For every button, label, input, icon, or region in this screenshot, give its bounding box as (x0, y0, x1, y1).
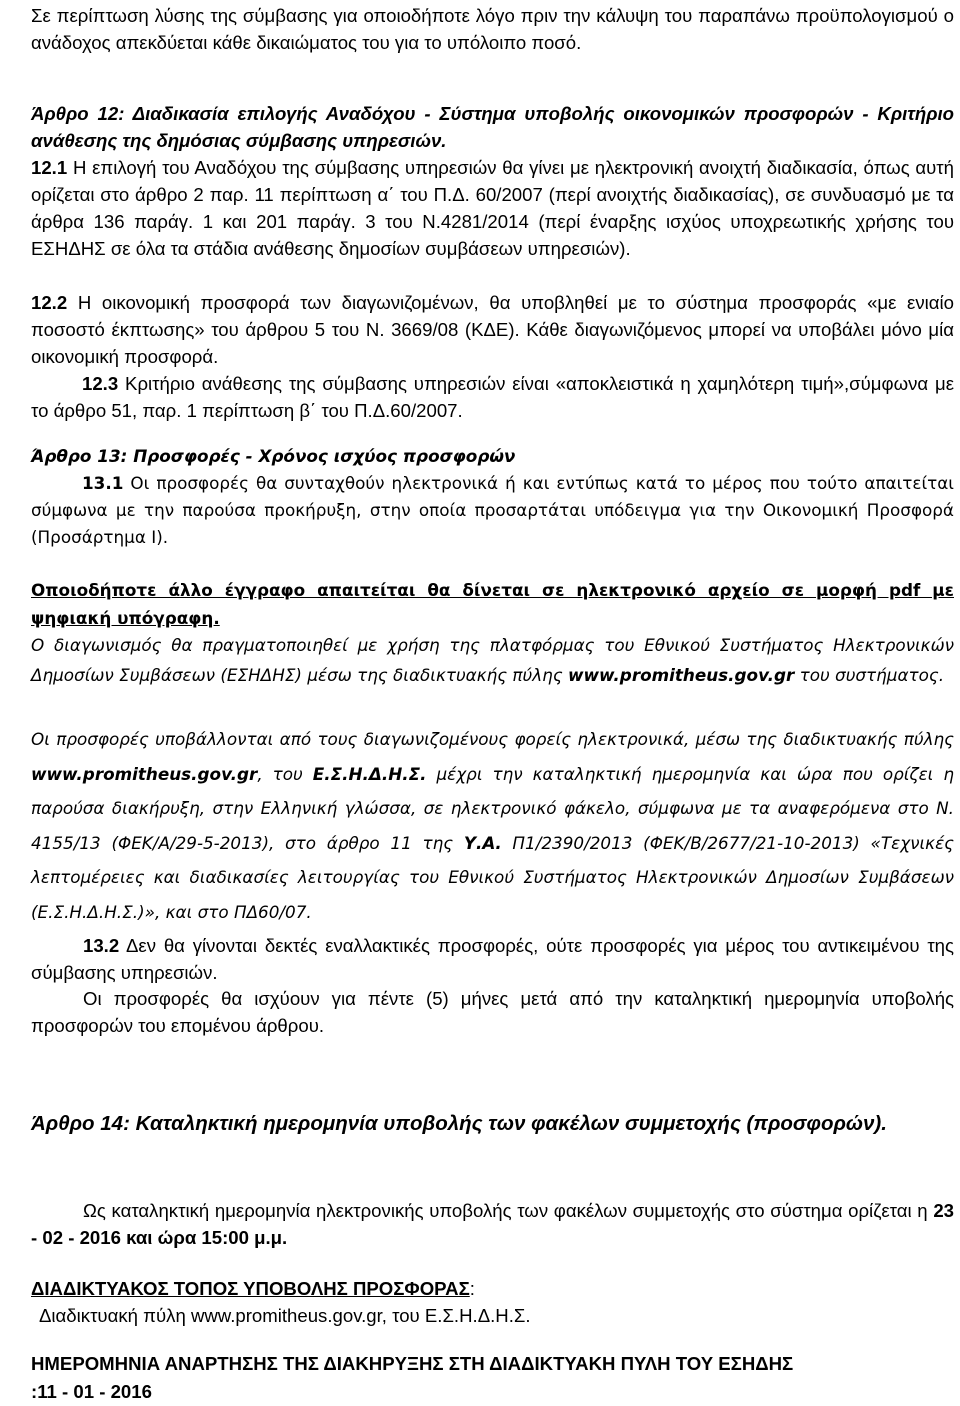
submission-url-link[interactable]: www.promitheus.gov.gr (31, 763, 258, 784)
portal-line (31, 1302, 954, 1329)
submission-site-heading (31, 1275, 954, 1302)
submission-paragraph (31, 722, 954, 929)
paragraph-12-2 (31, 289, 954, 370)
paragraph-text: Δεν θα γίνονται δεκτές εναλλακτικές προσφορές, ούτε προσφορές για μέρος του αντικειμένου της σύμβασης υπηρεσιών. (31, 935, 954, 983)
heading-colon: : (469, 1278, 475, 1299)
platform-text: Ο διαγωνισμός θα πραγματοποιηθεί με χρήση της πλατφόρμας του Εθνικού Συστήματος Ηλεκτρονικών Δημοσίων Συμβάσεων (ΕΣΗΔΗΣ) μέσω της διαδικτυακής πύλης (31, 635, 954, 685)
submission-text: μέχρι την καταληκτική ημερομηνία και ώρα που ορίζει η παρούσα διακήρυξη, στην Ελληνική γλώσσα, σε ηλεκτρονικό φάκελο, σύμφωνα με τα αναφερόμενα στο Ν. 4155/13 (ΦΕΚ/Α/29-5-2013), στο άρθρο 11 της (31, 763, 954, 853)
paragraph-text: Η επιλογή του Αναδόχου της σύμβασης υπηρεσιών θα γίνει με ηλεκτρονική ανοιχτή διαδικασία, όπως αυτή ορίζεται στο άρθρο 2 παρ. 11 περίπτωση α΄ του Π.Δ. 60/2007 (περί ανοιχτής διαδικασίας), σε συνδυασμό με τα άρθρα 136 παράγ. 1 και 201 παράγ. 3 του Ν.4281/2014 (περί έναρξης ισχύος υποχρεωτικής χρήσης του ΕΣΗΔΗΣ σε όλα τα στάδια ανάθεσης δημοσίων συμβάσεων υπηρεσιών). (31, 157, 954, 259)
paragraph-text: Η οικονομική προσφορά των διαγωνιζομένων, θα υποβληθεί με το σύστημα προσφοράς «με ενιαίο ποσοστό έκπτωσης» του άρθρου 5 του Ν. 3669/08 (ΚΔΕ). Κάθε διαγωνιζόμενος μπορεί να υποβάλει μόνο μία οικονομική προσφορά. (31, 292, 954, 367)
deadline-value: 23 - 02 - 2016 και ώρα 15:00 μ.μ. (31, 1200, 954, 1248)
article-14-heading (31, 1110, 954, 1137)
deadline-text: Ως καταληκτική ημερομηνία ηλεκτρονικής υποβολής των φακέλων συμμετοχής στο σύστημα ορίζεται η (83, 1200, 934, 1221)
paragraph-text: Κριτήριο ανάθεσης της σύμβασης υπηρεσιών είναι «αποκλειστικά η χαμηλότερη τιμή»,σύμφωνα με το άρθρο 51, παρ. 1 περίπτωση β΄ του Π.Δ.60/2007. (31, 373, 954, 421)
platform-paragraph (31, 630, 954, 690)
pdf-notice (31, 576, 954, 632)
paragraph-number: 12.3 (82, 373, 119, 394)
paragraph-number: 13.2 (83, 935, 120, 956)
paragraph-text: Οι προσφορές θα συνταχθούν ηλεκτρονικά ή και εντύπως κατά το μέρος που τούτο απαιτείται σύμφωνα με την παρούσα προκήρυξη, στην οποία προσαρτάται υπόδειγμα για την Οικονομική Προσφορά (Προσάρτημα Ι). (31, 473, 954, 547)
pdf-notice-text: Οποιοδήποτε άλλο έγγραφο απαιτείται θα δίνεται σε ηλεκτρονικό αρχείο σε μορφή pdf με ψηφιακή υπόγραφη. (31, 580, 954, 628)
paragraph-number: 13.1 (82, 473, 124, 493)
validity-text: Οι προσφορές θα ισχύουν για πέντε (5) μήνες μετά από την καταληκτική ημερομηνία υποβολής προσφορών του επομένου άρθρου. (31, 988, 954, 1036)
paragraph-number: 12.2 (31, 292, 68, 313)
submission-text: , του (257, 763, 313, 784)
article-12-heading-text: Άρθρο 12: Διαδικασία επιλογής Αναδόχου - Σύστημα υποβολής οικονομικών προσφορών - Κριτήριο ανάθεσης της δημόσιας σύμβασης υπηρεσιών. (31, 103, 954, 151)
publication-date-block (31, 1350, 954, 1406)
intro-text: Σε περίπτωση λύσης της σύμβασης για οποιοδήποτε λόγο πριν την κάλυψη του παραπάνω προϋπολογισμού ο ανάδοχος απεκδύεται κάθε δικαιώματος του για το υπόλοιπο ποσό. (31, 5, 954, 53)
portal-text: Διαδικτυακή πύλη www.promitheus.gov.gr, του Ε.Σ.Η.Δ.Η.Σ. (39, 1305, 531, 1326)
paragraph-13-2 (31, 932, 954, 986)
validity-paragraph (31, 985, 954, 1039)
article-13-heading-text: Άρθρο 13: Προσφορές - Χρόνος ισχύος προσφορών (31, 446, 516, 466)
intro-paragraph (31, 2, 954, 56)
platform-tail: του συστήματος. (794, 665, 945, 685)
submission-text: Π1/2390/2013 (ΦΕΚ/Β/2677/21-10-2013) «Τεχνικές λεπτομέρειες και διαδικασίες λειτουργίας του Εθνικού Συστήματος Ηλεκτρονικών Δημοσίων Συμβάσεων (Ε.Σ.Η.Δ.Η.Σ.)», και στο ΠΔ60/07. (31, 832, 954, 922)
platform-url-link[interactable]: www.promitheus.gov.gr (568, 665, 795, 685)
submission-site-heading-text: ΔΙΑΔΙΚΤΥΑΚΟΣ ΤΟΠΟΣ ΥΠΟΒΟΛΗΣ ΠΡΟΣΦΟΡΑΣ (31, 1278, 470, 1299)
article-14-heading-text: Άρθρο 14: Καταληκτική ημερομηνία υποβολής των φακέλων συμμετοχής (προσφορών). (31, 1112, 887, 1135)
ya-abbr: Υ.Α. (463, 832, 502, 853)
article-13-heading (31, 441, 954, 471)
esidis-abbr: Ε.Σ.Η.Δ.Η.Σ. (312, 763, 427, 784)
publication-heading: ΗΜΕΡΟΜΗΝΙΑ ΑΝΑΡΤΗΣΗΣ ΤΗΣ ΔΙΑΚΗΡΥΞΗΣ ΣΤΗ ΔΙΑΔΙΚΤΥΑΚΗ ΠΥΛΗ ΤΟΥ ΕΣΗΔΗΣ (31, 1353, 794, 1374)
paragraph-12-1 (31, 154, 954, 262)
paragraph-12-3 (31, 370, 954, 424)
deadline-paragraph (31, 1197, 954, 1251)
paragraph-number: 12.1 (31, 157, 68, 178)
publication-date: :11 - 01 - 2016 (31, 1381, 152, 1402)
article-12-heading (31, 100, 954, 154)
submission-text: Οι προσφορές υποβάλλονται από τους διαγωνιζομένους φορείς ηλεκτρονικά, μέσω της διαδικτυακής πύλης (31, 729, 954, 749)
paragraph-13-1 (31, 470, 954, 551)
